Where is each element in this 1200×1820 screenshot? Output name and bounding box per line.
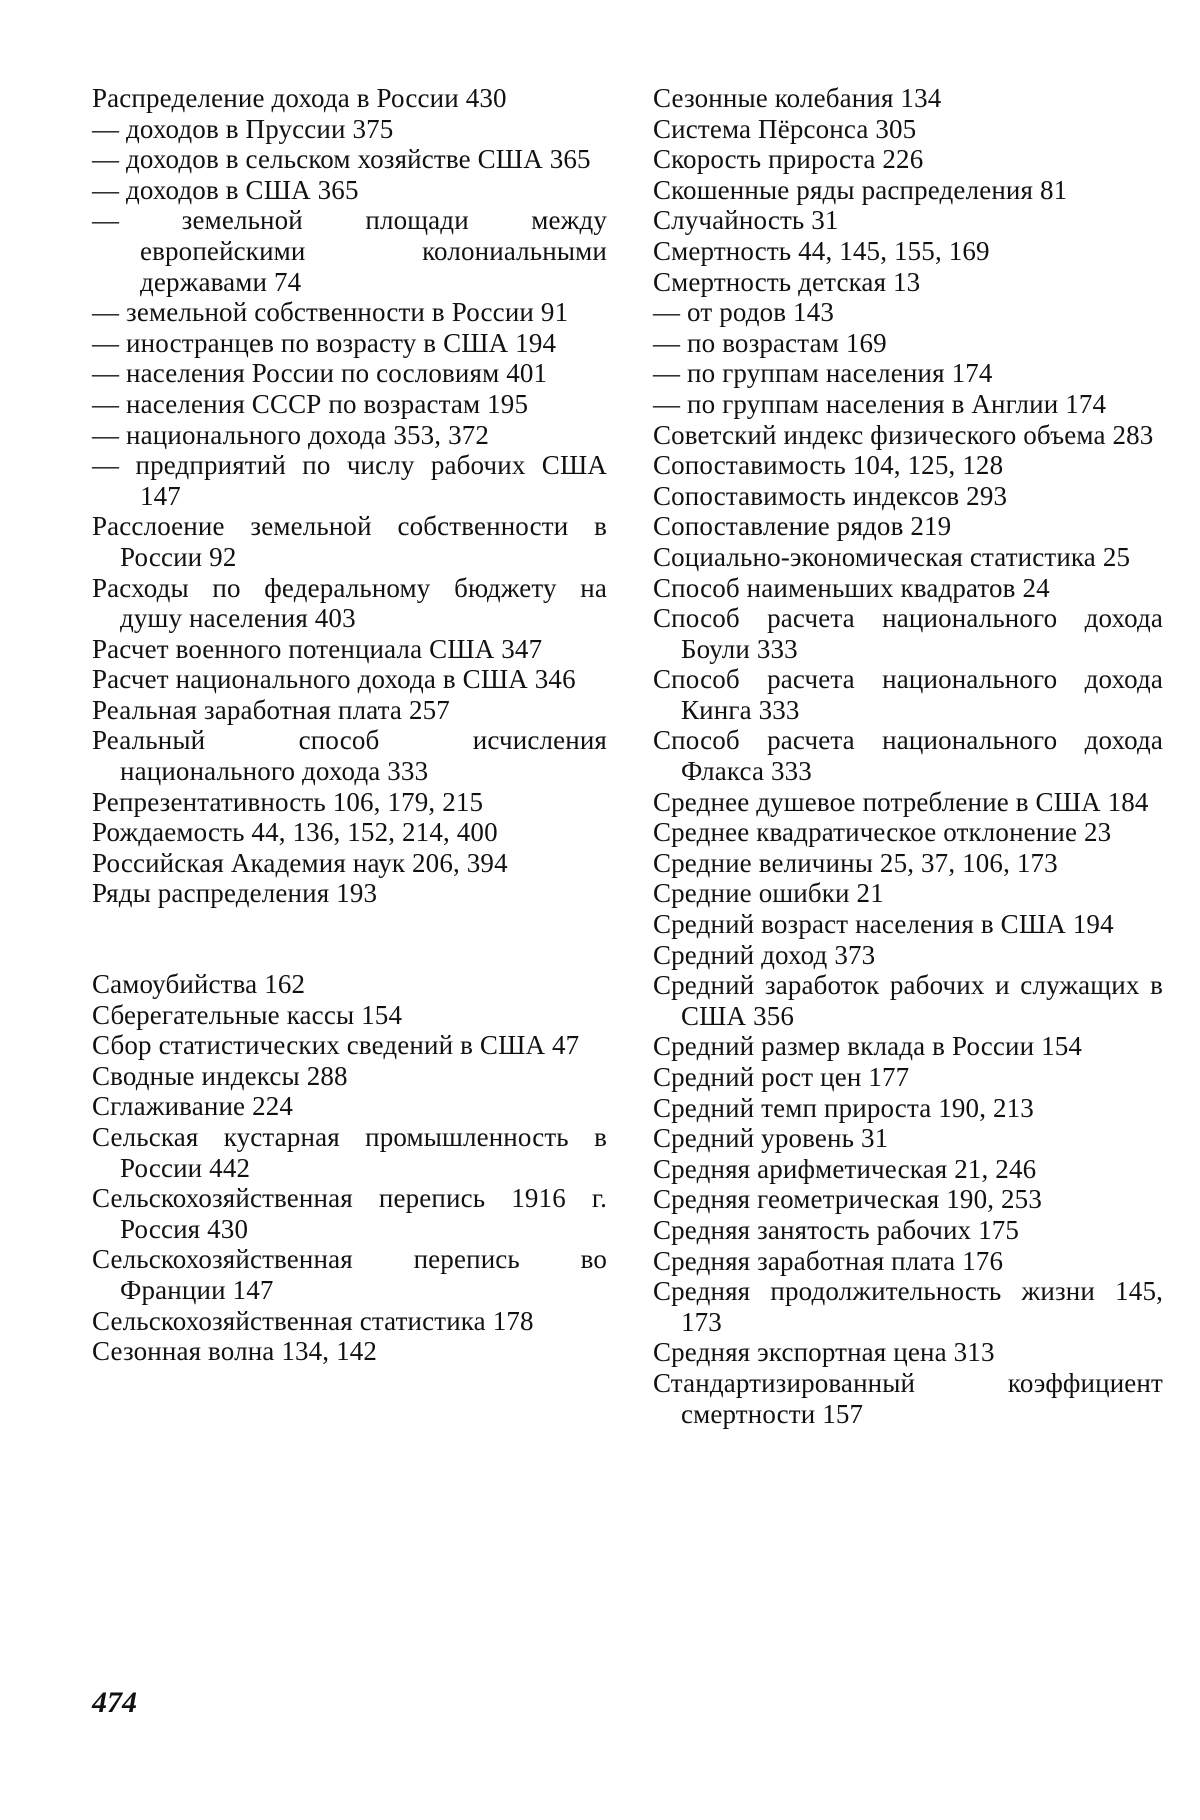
index-entry: Сбор статистических сведений в США 47: [92, 1030, 580, 1061]
index-entry: Средний уровень 31: [653, 1123, 889, 1154]
index-subentry: — доходов в Пруссии 375: [92, 113, 394, 144]
index-subentry: — национального дохода 353, 372: [92, 419, 490, 450]
index-entry: Сезонные колебания 134: [653, 83, 942, 113]
index-entry: Сельскохозяйственная перепись во Франции 147: [92, 1244, 607, 1305]
index-entry: Смертность детская 13: [653, 266, 921, 297]
section-gap: [92, 909, 607, 969]
index-entry: Способ наименьших квадратов 24: [653, 572, 1050, 603]
index-subentry: — доходов в сельском хозяйстве США 365: [92, 144, 591, 175]
index-entry: Расчет военного потенциала США 347: [92, 633, 543, 664]
index-subentry: — земельной собственности в России 91: [92, 297, 569, 328]
index-subentry: — по группам населения 174: [653, 358, 993, 389]
index-subentry: — иностранцев по возрасту в США 194: [92, 327, 557, 358]
index-subentry: — земельной площади между европейскими колониальными державами 74: [92, 205, 607, 297]
index-subentry: — населения России по сословиям 401: [92, 358, 548, 389]
page-number: 474: [92, 1686, 137, 1719]
index-entry: Сберегательные кассы 154: [92, 999, 403, 1030]
index-entry: Реальная заработная плата 257: [92, 694, 450, 725]
index-entry: Сводные индексы 288: [92, 1060, 348, 1091]
index-entry: Средние ошибки 21: [653, 878, 884, 909]
index-entry: Среднее душевое потребление в США 184: [653, 786, 1149, 817]
index-entry: Сельскохозяйственная статистика 178: [92, 1305, 534, 1336]
index-entry: Средний возраст населения в США 194: [653, 909, 1114, 940]
index-entry: Способ расчета национального дохода Флакса 333: [653, 725, 1163, 787]
index-entry: Расслоение земельной собственности в России 92: [92, 511, 607, 572]
index-entry: Сельскохозяйственная перепись 1916 г. Россия 430: [92, 1183, 607, 1244]
index-subentry: — по группам населения в Англии 174: [653, 388, 1107, 419]
index-entry: Сглаживание 224: [92, 1091, 294, 1122]
index-entry: Средняя геометрическая 190, 253: [653, 1184, 1042, 1215]
index-subentry: — от родов 143: [653, 297, 835, 328]
index-entry: Скорость прироста 226: [653, 144, 924, 175]
index-entry: Самоубийства 162: [92, 969, 306, 1000]
index-entry: Реальный способ исчисления национального дохода 333: [92, 725, 607, 787]
index-entry: Расчет национального дохода в США 346: [92, 664, 576, 695]
index-subentry: — населения СССР по возрастам 195: [92, 388, 529, 419]
index-entry: Российская Академия наук 206, 394: [92, 847, 508, 878]
index-subentry: — доходов в США 365: [92, 174, 359, 205]
index-entry: Сопоставление рядов 219: [653, 511, 952, 542]
index-entry: Скошенные ряды распределения 81: [653, 174, 1068, 205]
index-entry: Расходы по федеральному бюджету на душу населения 403: [92, 572, 607, 634]
index-entry: Стандартизированный коэффициент смертности 157: [653, 1367, 1163, 1429]
index-entry: Случайность 31: [653, 205, 839, 236]
index-entry: Сезонная волна 134, 142: [92, 1336, 378, 1367]
index-entry: Средние величины 25, 37, 106, 173: [653, 847, 1058, 878]
index-entry: Средняя заработная плата 176: [653, 1245, 1004, 1276]
index-entry: Рождаемость 44, 136, 152, 214, 400: [92, 817, 498, 848]
index-entry: Средняя экспортная цена 313: [653, 1337, 995, 1368]
index-entry: Советский индекс физического объема 283: [653, 419, 1154, 450]
index-entry: Ряды распределения 193: [92, 878, 378, 909]
index-column-left: [92, 83, 607, 1367]
index-entry: Средний размер вклада в России 154: [653, 1031, 1083, 1062]
index-entry: Репрезентативность 106, 179, 215: [92, 786, 484, 817]
index-column-right: [653, 83, 1163, 1429]
index-entry: Средняя занятость рабочих 175: [653, 1214, 1020, 1245]
index-entry: Среднее квадратическое отклонение 23: [653, 817, 1112, 848]
index-subentry: — предприятий по числу рабочих США 147: [92, 450, 607, 511]
index-entry: Средняя арифметическая 21, 246: [653, 1153, 1037, 1184]
index-entry: Средний темп прироста 190, 213: [653, 1092, 1034, 1123]
index-entry: Распределение дохода в России 430: [92, 83, 507, 113]
index-entry: Социально-экономическая статистика 25: [653, 541, 1131, 572]
index-entry: Сопоставимость индексов 293: [653, 480, 1008, 511]
index-subentry: — по возрастам 169: [653, 327, 887, 358]
index-entry: Средняя продолжительность жизни 145, 173: [653, 1276, 1163, 1337]
index-entry: Способ расчета национального дохода Кинга 333: [653, 664, 1163, 725]
index-entry: Средний доход 373: [653, 939, 876, 970]
index-entry: Система Пёрсонса 305: [653, 113, 917, 144]
index-entry: Сопоставимость 104, 125, 128: [653, 450, 1004, 481]
index-entry: Способ расчета национального дохода Боули 333: [653, 603, 1163, 664]
index-entry: Средний заработок рабочих и служащих в США 356: [653, 970, 1163, 1031]
index-entry: Сельская кустарная промышленность в России 442: [92, 1122, 607, 1183]
index-entry: Средний рост цен 177: [653, 1062, 910, 1092]
index-entry: Смертность 44, 145, 155, 169: [653, 235, 990, 266]
